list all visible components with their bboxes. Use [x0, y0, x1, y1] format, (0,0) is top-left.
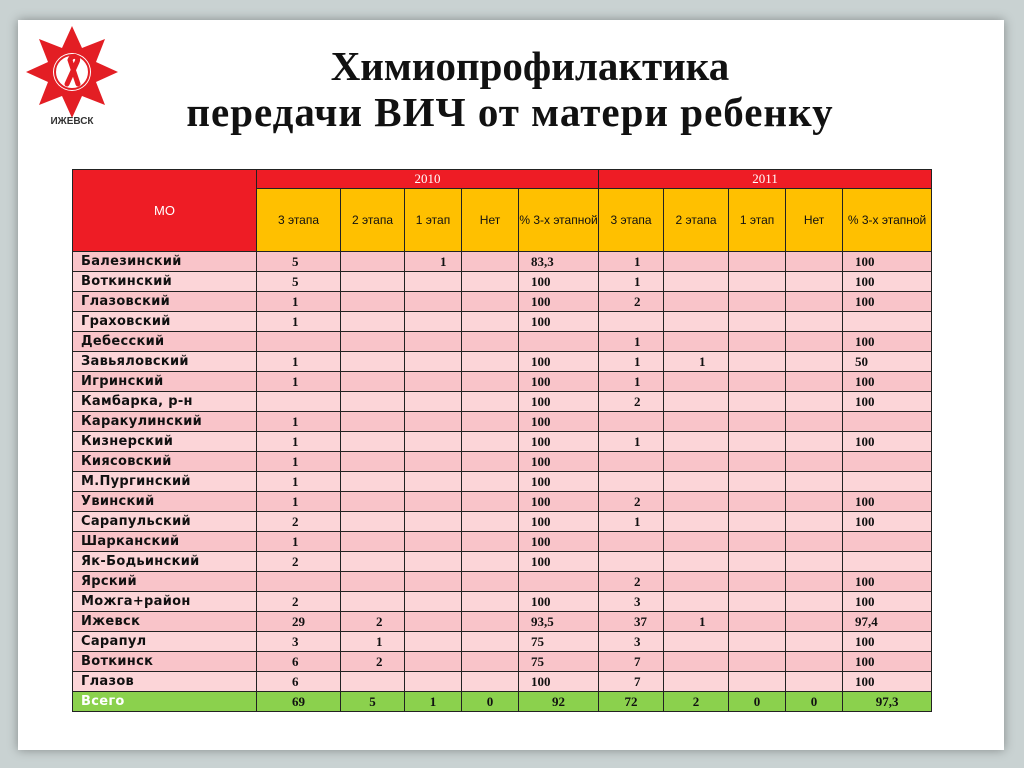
- subheader-2010-percent: % 3-х этапной: [519, 189, 599, 252]
- cell-value: [729, 292, 786, 312]
- cell-value: [599, 552, 664, 572]
- cell-value: 1: [257, 312, 341, 332]
- cell-value: 6: [257, 652, 341, 672]
- cell-mo-name: Воткинск: [73, 652, 257, 672]
- cell-value: [405, 352, 462, 372]
- cell-value: 100: [519, 472, 599, 492]
- cell-value: 2: [599, 492, 664, 512]
- table-row: [73, 392, 932, 412]
- table-row: [73, 612, 932, 632]
- cell-value: [257, 332, 341, 352]
- cell-value: [786, 472, 843, 492]
- table-row: [73, 332, 932, 352]
- cell-value: [462, 332, 519, 352]
- table-row: [73, 652, 932, 672]
- cell-value: [729, 672, 786, 692]
- cell-value: 0: [729, 692, 786, 712]
- cell-value: [341, 452, 405, 472]
- cell-value: 2: [599, 392, 664, 412]
- cell-value: [664, 552, 729, 572]
- cell-value: [405, 272, 462, 292]
- cell-mo-name: М.Пургинский: [73, 472, 257, 492]
- subheader-2010-2stage: 2 этапа: [341, 189, 405, 252]
- cell-value: [341, 432, 405, 452]
- cell-value: 100: [843, 392, 932, 412]
- cell-value: 72: [599, 692, 664, 712]
- cell-value: 100: [843, 492, 932, 512]
- cell-mo-name: Глазов: [73, 672, 257, 692]
- cell-value: 1: [599, 512, 664, 532]
- cell-value: [729, 272, 786, 292]
- cell-value: 97,4: [843, 612, 932, 632]
- cell-value: 69: [257, 692, 341, 712]
- cell-value: [462, 492, 519, 512]
- cell-value: 100: [843, 372, 932, 392]
- cell-value: [664, 532, 729, 552]
- cell-mo-name: Можга+район: [73, 592, 257, 612]
- cell-value: [664, 412, 729, 432]
- cell-value: [462, 372, 519, 392]
- cell-value: [843, 452, 932, 472]
- cell-value: 100: [519, 432, 599, 452]
- cell-value: [786, 592, 843, 612]
- cell-mo-name: Балезинский: [73, 252, 257, 272]
- cell-value: [843, 412, 932, 432]
- cell-value: [729, 572, 786, 592]
- cell-value: 100: [519, 412, 599, 432]
- cell-value: [341, 532, 405, 552]
- cell-value: [405, 372, 462, 392]
- cell-value: [664, 592, 729, 612]
- cell-value: [786, 492, 843, 512]
- cell-value: 100: [843, 652, 932, 672]
- cell-value: 0: [462, 692, 519, 712]
- cell-value: [405, 632, 462, 652]
- cell-value: [729, 512, 786, 532]
- cell-value: [405, 512, 462, 532]
- cell-value: [341, 312, 405, 332]
- cell-value: [843, 552, 932, 572]
- cell-value: [405, 332, 462, 352]
- cell-value: [786, 452, 843, 472]
- cell-value: [462, 592, 519, 612]
- cell-value: 92: [519, 692, 599, 712]
- cell-value: [729, 372, 786, 392]
- cell-value: 1: [599, 352, 664, 372]
- cell-value: [786, 272, 843, 292]
- cell-value: [664, 372, 729, 392]
- cell-value: [729, 472, 786, 492]
- cell-value: [341, 352, 405, 372]
- cell-value: [664, 312, 729, 332]
- cell-value: 100: [843, 272, 932, 292]
- cell-value: 100: [519, 672, 599, 692]
- table-row: [73, 552, 932, 572]
- cell-mo-name: Дебесский: [73, 332, 257, 352]
- header-mo: МО: [73, 170, 257, 252]
- cell-mo-name: Каракулинский: [73, 412, 257, 432]
- cell-value: [786, 612, 843, 632]
- cell-value: [599, 472, 664, 492]
- cell-value: [729, 652, 786, 672]
- cell-value: 7: [599, 652, 664, 672]
- cell-value: 1: [257, 352, 341, 372]
- cell-value: [462, 472, 519, 492]
- cell-value: [405, 532, 462, 552]
- cell-value: 100: [519, 552, 599, 572]
- cell-value: [729, 352, 786, 372]
- cell-mo-name: Ярский: [73, 572, 257, 592]
- cell-value: [462, 572, 519, 592]
- cell-mo-name: Глазовский: [73, 292, 257, 312]
- cell-value: 100: [843, 572, 932, 592]
- cell-value: 97,3: [843, 692, 932, 712]
- table-row: [73, 352, 932, 372]
- cell-value: [786, 392, 843, 412]
- cell-value: [786, 292, 843, 312]
- table-row: [73, 272, 932, 292]
- table-row: [73, 672, 932, 692]
- cell-value: [462, 512, 519, 532]
- cell-mo-name: Камбарка, р-н: [73, 392, 257, 412]
- cell-value: [462, 552, 519, 572]
- cell-value: 100: [519, 512, 599, 532]
- cell-value: [405, 652, 462, 672]
- cell-mo-name: Сарапульский: [73, 512, 257, 532]
- table-row: [73, 252, 932, 272]
- cell-mo-name: Сарапул: [73, 632, 257, 652]
- cell-value: 100: [519, 592, 599, 612]
- cell-mo-name: Игринский: [73, 372, 257, 392]
- table-row: [73, 632, 932, 652]
- cell-value: [786, 432, 843, 452]
- cell-value: [786, 552, 843, 572]
- table-row: [73, 472, 932, 492]
- cell-value: 1: [257, 472, 341, 492]
- cell-value: 1: [257, 292, 341, 312]
- cell-value: [405, 552, 462, 572]
- subheader-2010-1stage: 1 этап: [405, 189, 462, 252]
- logo-caption: ИЖЕВСК: [50, 116, 94, 127]
- cell-value: [664, 492, 729, 512]
- cell-value: [664, 452, 729, 472]
- cell-value: [729, 492, 786, 512]
- cell-value: 100: [843, 592, 932, 612]
- cell-value: 3: [599, 632, 664, 652]
- cell-value: [405, 612, 462, 632]
- cell-value: [786, 512, 843, 532]
- table-row: [73, 512, 932, 532]
- subheader-2010-3stage: 3 этапа: [257, 189, 341, 252]
- cell-value: 1: [664, 352, 729, 372]
- cell-value: [729, 432, 786, 452]
- cell-value: [664, 572, 729, 592]
- cell-value: [786, 372, 843, 392]
- table-row: [73, 292, 932, 312]
- cell-value: 100: [519, 352, 599, 372]
- cell-value: [729, 312, 786, 332]
- cell-mo-name: Як-Бодьинский: [73, 552, 257, 572]
- cell-value: 100: [519, 272, 599, 292]
- table-row: [73, 572, 932, 592]
- table-row: [73, 492, 932, 512]
- cell-value: [405, 472, 462, 492]
- cell-value: 1: [257, 452, 341, 472]
- cell-value: [729, 412, 786, 432]
- cell-value: [664, 632, 729, 652]
- cell-value: 100: [843, 432, 932, 452]
- cell-value: [405, 312, 462, 332]
- cell-value: [341, 412, 405, 432]
- cell-value: 1: [599, 432, 664, 452]
- cell-mo-name: Всего: [73, 692, 257, 712]
- cell-value: 29: [257, 612, 341, 632]
- cell-value: [341, 372, 405, 392]
- cell-value: [341, 592, 405, 612]
- cell-value: [341, 572, 405, 592]
- table-row: [73, 532, 932, 552]
- cell-value: [405, 572, 462, 592]
- cell-value: [786, 352, 843, 372]
- cell-value: [729, 552, 786, 572]
- table-row: [73, 312, 932, 332]
- subheader-2011-3stage: 3 этапа: [599, 189, 664, 252]
- cell-value: 1: [405, 692, 462, 712]
- cell-value: 2: [664, 692, 729, 712]
- cell-value: [341, 512, 405, 532]
- cell-value: 37: [599, 612, 664, 632]
- cell-value: [786, 572, 843, 592]
- cell-value: 1: [664, 612, 729, 632]
- cell-value: 5: [257, 252, 341, 272]
- cell-value: [664, 512, 729, 532]
- cell-value: [462, 652, 519, 672]
- cell-value: [405, 492, 462, 512]
- cell-value: [664, 292, 729, 312]
- cell-value: 100: [843, 332, 932, 352]
- cell-value: [729, 592, 786, 612]
- cell-value: 100: [519, 312, 599, 332]
- cell-value: [664, 272, 729, 292]
- cell-mo-name: Ижевск: [73, 612, 257, 632]
- cell-value: [405, 412, 462, 432]
- cell-value: [462, 352, 519, 372]
- table-row: [73, 432, 932, 452]
- header-year-2010: 2010: [257, 170, 599, 189]
- cell-value: 75: [519, 652, 599, 672]
- cell-value: 2: [257, 552, 341, 572]
- table-row: [73, 452, 932, 472]
- slide-title: [30, 44, 990, 136]
- cell-value: 100: [843, 632, 932, 652]
- cell-value: 50: [843, 352, 932, 372]
- cell-value: 0: [786, 692, 843, 712]
- cell-value: [664, 392, 729, 412]
- cell-mo-name: Шарканский: [73, 532, 257, 552]
- cell-value: 5: [341, 692, 405, 712]
- cell-value: [664, 472, 729, 492]
- cell-value: 93,5: [519, 612, 599, 632]
- cell-value: 1: [257, 412, 341, 432]
- cell-mo-name: Увинский: [73, 492, 257, 512]
- cell-value: [462, 612, 519, 632]
- cell-value: [341, 492, 405, 512]
- cell-value: 100: [519, 372, 599, 392]
- cell-value: 6: [257, 672, 341, 692]
- cell-value: [786, 672, 843, 692]
- cell-value: 1: [257, 532, 341, 552]
- cell-value: [405, 452, 462, 472]
- cell-value: 100: [519, 292, 599, 312]
- cell-value: [599, 412, 664, 432]
- title-line-2: передачи ВИЧ от матери ребенку: [186, 88, 834, 135]
- table-total-row: [73, 692, 932, 712]
- cell-value: [664, 332, 729, 352]
- cell-value: [786, 652, 843, 672]
- cell-value: [257, 392, 341, 412]
- cell-value: 100: [843, 252, 932, 272]
- cell-value: [405, 592, 462, 612]
- cell-value: [405, 392, 462, 412]
- cell-value: 1: [599, 252, 664, 272]
- cell-value: 100: [519, 392, 599, 412]
- cell-value: 83,3: [519, 252, 599, 272]
- cell-value: [786, 252, 843, 272]
- cell-value: [405, 292, 462, 312]
- cell-value: 2: [341, 652, 405, 672]
- cell-value: [843, 472, 932, 492]
- cell-value: [462, 632, 519, 652]
- cell-value: [664, 672, 729, 692]
- cell-value: [519, 332, 599, 352]
- cell-value: [599, 532, 664, 552]
- cell-value: [462, 392, 519, 412]
- cell-value: 1: [257, 372, 341, 392]
- cell-value: [729, 612, 786, 632]
- table-row: [73, 412, 932, 432]
- cell-value: [405, 432, 462, 452]
- cell-value: 2: [257, 592, 341, 612]
- cell-value: 100: [843, 672, 932, 692]
- cell-value: [341, 672, 405, 692]
- cell-value: [341, 392, 405, 412]
- cell-value: 1: [341, 632, 405, 652]
- cell-value: 1: [599, 332, 664, 352]
- cell-value: [786, 632, 843, 652]
- cell-value: [599, 452, 664, 472]
- cell-value: [729, 532, 786, 552]
- cell-value: 75: [519, 632, 599, 652]
- cell-value: [599, 312, 664, 332]
- cell-mo-name: Киясовский: [73, 452, 257, 472]
- cell-value: [462, 412, 519, 432]
- cell-value: 5: [257, 272, 341, 292]
- cell-value: [462, 532, 519, 552]
- cell-value: 100: [519, 492, 599, 512]
- cell-value: 2: [257, 512, 341, 532]
- cell-mo-name: Завьяловский: [73, 352, 257, 372]
- cell-value: 1: [599, 272, 664, 292]
- cell-value: 2: [599, 572, 664, 592]
- cell-value: [786, 532, 843, 552]
- cell-value: 1: [257, 432, 341, 452]
- cell-value: [729, 632, 786, 652]
- cell-value: 100: [843, 292, 932, 312]
- cell-value: [341, 332, 405, 352]
- cell-mo-name: Кизнерский: [73, 432, 257, 452]
- cell-value: [462, 672, 519, 692]
- cell-value: [462, 452, 519, 472]
- cell-value: [405, 672, 462, 692]
- cell-value: [462, 432, 519, 452]
- cell-value: [786, 332, 843, 352]
- table-row: [73, 592, 932, 612]
- cell-value: 1: [405, 252, 462, 272]
- cell-value: 2: [341, 612, 405, 632]
- cell-value: 3: [257, 632, 341, 652]
- cell-value: [341, 272, 405, 292]
- subheader-2011-percent: % 3-х этапной: [843, 189, 932, 252]
- cell-value: [786, 312, 843, 332]
- cell-value: [462, 312, 519, 332]
- cell-value: [729, 452, 786, 472]
- cell-value: [664, 252, 729, 272]
- subheader-2010-none: Нет: [462, 189, 519, 252]
- prophylaxis-table: [72, 169, 932, 712]
- cell-value: [843, 312, 932, 332]
- cell-value: [341, 472, 405, 492]
- cell-value: [462, 272, 519, 292]
- cell-value: [729, 392, 786, 412]
- cell-value: 100: [519, 452, 599, 472]
- cell-mo-name: Воткинский: [73, 272, 257, 292]
- subheader-2011-1stage: 1 этап: [729, 189, 786, 252]
- cell-value: 7: [599, 672, 664, 692]
- cell-value: [341, 552, 405, 572]
- cell-value: [843, 532, 932, 552]
- cell-value: [341, 292, 405, 312]
- cell-value: 100: [519, 532, 599, 552]
- cell-value: [462, 292, 519, 312]
- cell-mo-name: Граховский: [73, 312, 257, 332]
- title-line-1: Химиопрофилактика: [330, 43, 730, 89]
- cell-value: [341, 252, 405, 272]
- cell-value: [519, 572, 599, 592]
- cell-value: [786, 412, 843, 432]
- cell-value: [664, 652, 729, 672]
- cell-value: 3: [599, 592, 664, 612]
- cell-value: [729, 332, 786, 352]
- cell-value: [664, 432, 729, 452]
- cell-value: 1: [257, 492, 341, 512]
- table-row: [73, 372, 932, 392]
- cell-value: [729, 252, 786, 272]
- subheader-2011-none: Нет: [786, 189, 843, 252]
- cell-value: [257, 572, 341, 592]
- cell-value: 2: [599, 292, 664, 312]
- cell-value: 1: [599, 372, 664, 392]
- cell-value: [462, 252, 519, 272]
- header-year-2011: 2011: [599, 170, 932, 189]
- cell-value: 100: [843, 512, 932, 532]
- subheader-2011-2stage: 2 этапа: [664, 189, 729, 252]
